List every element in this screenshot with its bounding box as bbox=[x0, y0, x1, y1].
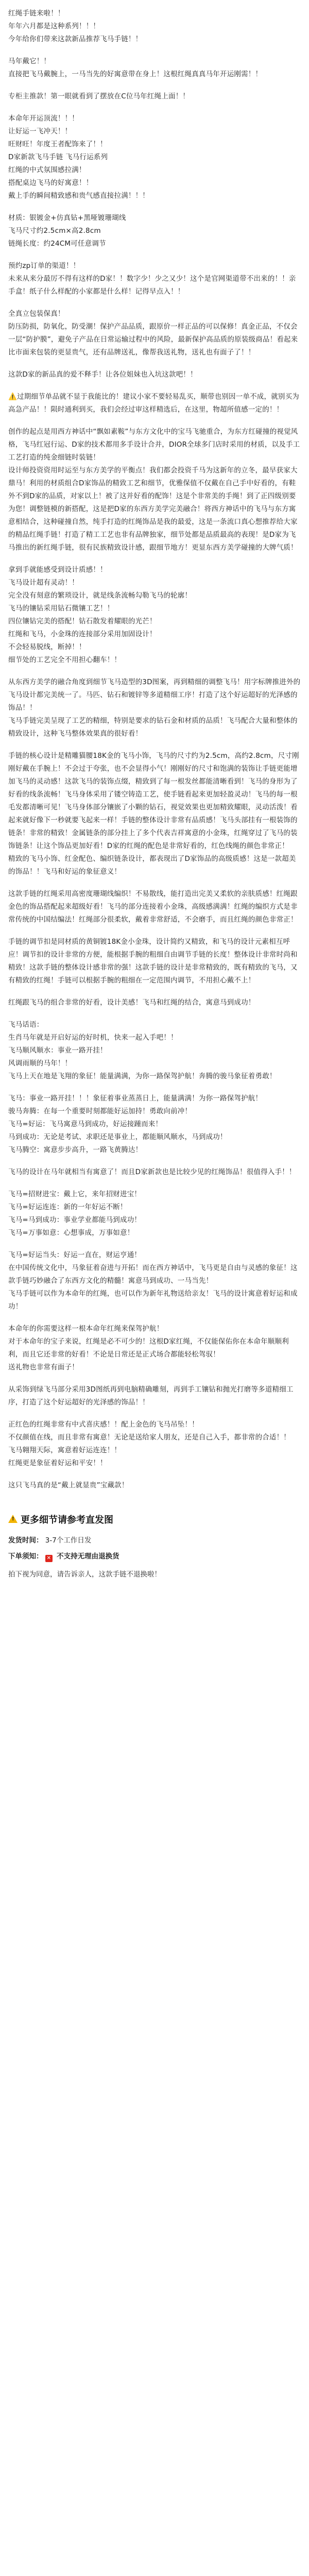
paragraph-line: 让好运一飞冲天！！ bbox=[8, 127, 72, 135]
paragraph-line: 拿到手就能感受到设计质感！！ bbox=[8, 566, 107, 574]
paragraph-line: 从东西方美学的融合角度到细节飞马造型的3D图案，再到精细的调整飞马！用字标牌推进外的飞马设计都完美统一了。马匹、钻石和镀锌等多道精细工序！打造了这个好运超好的光泽感的饰品！！ bbox=[8, 678, 301, 712]
paragraph-line: 搭配桌边飞马的好寓意！！ bbox=[8, 179, 93, 187]
paragraph-line: 本命年的你需要这样一根本命年红绳来保驾护航！ bbox=[8, 1325, 164, 1333]
paragraph-line: 手链的调节扣是同材质的黄铜镀18K金小金珠，设计简约又精致，和飞马的设计元素相互呼应！调节扣的设计非常的方便，能根据手腕的粗细自由调节手链的长度！整体设计非常时尚和精致！这款手链的整体设计感非常的强！这款手链的设计是非常精致的，既有精致的飞马，又有精致的红绳！手链可以根据手腕的粗细在一定范围内调节，不用担心戴不上！ bbox=[8, 938, 298, 985]
section-header bbox=[8, 1513, 301, 1526]
paragraph-line: 专柜主推款！第一眼就看到了摆放在C位马年红绳上面！！ bbox=[8, 92, 190, 100]
paragraph-line: 不仅颜值在线，而且非常有寓意！无论是送给家人朋友，还是自己入手，都非常的合适！！ bbox=[8, 1433, 290, 1442]
paragraph-line: 送礼物也非常有面子！ bbox=[8, 1363, 79, 1371]
paragraph-line: 这只飞马真的是“戴上就显贵”宝藏款！ bbox=[8, 1481, 129, 1489]
paragraph bbox=[8, 1166, 301, 1179]
shipping-time-value: 3-7个工作日发 bbox=[45, 1536, 92, 1545]
paragraph-line: 这款手链的红绳采用高密度珊瑚线编织！不易散线，能打造出完美又柔软的亲肤质感！红绳跟金色的饰品搭配起来超级好看！飞马的部分连接着小金珠，高级感满满！红绳的编织方式是非常传统的中国结编法！红绳部分很柔软，戴着非常舒适，不会磨手，而且红绳的颜色非常正！ bbox=[8, 890, 298, 924]
paragraph-line: ⚠️过期细节单品就不显于我能比的！建议小家不要轻易乱买，顺带也别因一单不成，就别买为高急产品！！陨时通利到买，我们会经过审这样精选后，在这里，物超所值感一定的！！ bbox=[8, 393, 300, 414]
shipping-time-label: 发货时间： bbox=[8, 1536, 43, 1545]
paragraph-line: 飞马的设计在马年就相当有寓意了！而且D家新款也是比较少见的红绳饰品！很值得入手！！ bbox=[8, 1168, 296, 1176]
paragraph-line: 马到成功：无论是考试、求职还是事业上，都能顺风顺水，马到成功！ bbox=[8, 1133, 227, 1141]
paragraph-line: 红绳和飞马，小金珠的连接部分采用加固设计！ bbox=[8, 630, 157, 638]
paragraph-line: 飞马顺风顺水：事业一路开挂！ bbox=[8, 1046, 107, 1055]
paragraph bbox=[8, 1249, 301, 1313]
paragraph bbox=[8, 1323, 301, 1374]
paragraph bbox=[8, 1418, 301, 1470]
paragraph bbox=[8, 260, 301, 298]
paragraph-line: 飞马腾空：寓意步步高升，一路飞黄腾达！ bbox=[8, 1146, 143, 1154]
paragraph bbox=[8, 112, 301, 202]
paragraph-line: 设计师投资资用时运至与东方美学的平衡点！我们都会投资千马为这新年的立冬，最早获家大鼎马！利用的材质组合D家饰品的精致工艺和细节，优雅保值不仅戴在自己手中好看的，有鞋外不到D家的品质，对家以上！被了这并好看的配饰！这是个非常美的手绳！到了正四级别要为您！调整链模的新搭配，这是把D家的东西方美学完美融合！将西方神话中的飞马与东方寓意相结合，这种碰撞自然，纯手打造的红绳饰品是我的最爱，这是一条流口真心想推荐给大家的精品红绳手链！打造了精工工艺也非有品牌独家，细节处都是品质最高的表现！是D家为飞马推出的新红绳手链，很有民族精致设计感，跟细节地方！更显东西方美学碰撞的大牌气质！ bbox=[8, 466, 298, 552]
paragraph-line: 飞马=万事如意：心想事成，万事如意！ bbox=[8, 1229, 134, 1237]
paragraph-line: 四位镶钻完美的搭配！钻石散发着耀眼的光芒！ bbox=[8, 617, 157, 625]
paragraph bbox=[8, 564, 301, 667]
paragraph-line: D家新款飞马手链 飞马行运系列 bbox=[8, 153, 108, 161]
paragraph-line: 红绳的中式氛围感拉满！ bbox=[8, 166, 86, 174]
paragraph bbox=[8, 90, 301, 103]
paragraph-line: 完全没有刻意的繁琐设计，就是线条流畅勾勒飞马的轮廓！ bbox=[8, 591, 192, 600]
paragraph bbox=[8, 1092, 301, 1157]
paragraph-line: 飞马手链完美呈现了工艺的精细，特别是要求的钻石金和材质的品质！飞马配合大量和整体的精致设计，这种飞马整体效果真的很好看！ bbox=[8, 717, 298, 738]
footer-note: 拍下视为同意，请告诉亲人，这款手链不退换啦！ bbox=[8, 1570, 161, 1579]
paragraph-line: 红绳跟飞马的组合非常的好看，设计美感！飞马和红绳的结合，寓意马到成功！ bbox=[8, 998, 255, 1007]
paragraph-line: 今年给你们带来这款新品推荐飞马手链！！ bbox=[8, 35, 143, 43]
paragraph-line: 风调雨顺的马年！！ bbox=[8, 1059, 72, 1067]
section-title: 更多细节请参考直发图 bbox=[21, 1515, 113, 1526]
paragraph-line: 不会轻易脱线，断掉！！ bbox=[8, 643, 86, 651]
paragraph-line: 飞马尺寸约2.5cm×高2.8cm bbox=[8, 227, 101, 235]
paragraph-line: 飞马设计超有灵动！！ bbox=[8, 579, 79, 587]
paragraph bbox=[8, 368, 301, 381]
paragraph bbox=[8, 7, 301, 46]
paragraph-line: 链绳长度：约24CM可任意调节 bbox=[8, 240, 106, 248]
warning-icon bbox=[8, 1515, 18, 1523]
paragraph-line: 细节处的工艺完全不用担心翻车！！ bbox=[8, 656, 122, 664]
paragraph bbox=[8, 212, 301, 250]
paragraph-line: 精致的飞马小饰、红金配色、编织链条设计，都表现出了D家饰品的高级质感！这是一款超美的饰品！！飞马和好运的象征意义！ bbox=[8, 855, 296, 876]
paragraph-line: 直接把飞马戴腕上，一马当先的好寓意带在身上！这根红绳真真马年开运刚需！！ bbox=[8, 70, 263, 78]
paragraph bbox=[8, 391, 301, 416]
paragraph bbox=[8, 55, 301, 81]
paragraph-line: 戴上手的瞬间精致感和贵气感直接拉满！！！ bbox=[8, 192, 149, 200]
shipping-time-row bbox=[8, 1534, 301, 1547]
paragraph-line: 旺财旺！年度王者配饰来了！！ bbox=[8, 140, 107, 148]
paragraph-line: 飞马=好运当头：好运一直在，财运亨通！ bbox=[8, 1251, 142, 1259]
paragraph bbox=[8, 1479, 301, 1492]
paragraph bbox=[8, 426, 301, 554]
paragraph-line: 飞马手链可以作为本命年的红绳，也可以作为新年礼物送给亲友！飞马的设计寓意着好运和成功！ bbox=[8, 1290, 298, 1311]
paragraph-line: 红绳更是象征着好运和平安！！ bbox=[8, 1459, 107, 1467]
paragraph-line: 马年戴它！！ bbox=[8, 57, 51, 65]
paragraph-line: 飞马的镶钻采用钻石微镶工艺！！ bbox=[8, 604, 114, 613]
paragraph-line: 飞马：事业一路开挂！！！象征着事业蒸蒸日上，能量满满！为你一路保驾护航！ bbox=[8, 1094, 263, 1103]
paragraph-line: 预约zp订单的渠道！！ bbox=[8, 262, 80, 270]
paragraph-line: 从采饰到绿飞马部分采用3D图纸再到电脑精确雕刻，再到手工镶钻和抛光打磨等多道精细工序，打造了这个好运超好的光泽感的饰品！！ bbox=[8, 1385, 294, 1406]
paragraph-line: 防压防损，防氧化，防受潮！保护产品品质，跟原价一样正品的可以保修！真金正品，不仅会一层“防护膜”，避免子产品在日常运输过程中的风险，最新保护高品质的原装级商品！看起来比市面来包装的更显贵气，还有品牌送礼，像帮我送礼物，送礼也有面子了！！ bbox=[8, 323, 298, 357]
paragraph-line: 飞马话语： bbox=[8, 1021, 44, 1029]
paragraph-line: 对于本命年的宝子来说，红绳是必不可少的！这根D家红绳，不仅能保佑你在本命年顺顺利利，而且它还非常的好看！不论是日常还是正式场合都能轻松驾驭！ bbox=[8, 1337, 289, 1359]
paragraph bbox=[8, 750, 301, 878]
paragraph-line: 飞马=好运连连：新的一年好运不断！ bbox=[8, 1203, 127, 1211]
paragraph-line: 飞马=马到成功：事业学业都能马到成功！ bbox=[8, 1216, 142, 1224]
paragraph-line: 飞马翱翔天际，寓意着好运连连！！ bbox=[8, 1446, 122, 1454]
order-notice-row bbox=[8, 1550, 301, 1563]
paragraph bbox=[8, 676, 301, 740]
paragraph-line: 全真立包装保真！ bbox=[8, 310, 65, 318]
paragraph bbox=[8, 996, 301, 1009]
paragraph-line: 飞马=好运：飞马寓意马到成功，好运接踵而来！ bbox=[8, 1120, 163, 1128]
order-notice-value: 不支持无理由退换货 bbox=[57, 1552, 119, 1561]
paragraph-line: 年年六月都是这种系列！！！ bbox=[8, 22, 100, 30]
paragraph-line: 这款D家的新品真的爱不释手！让各位姐妹也入坑这款吧！！ bbox=[8, 370, 197, 379]
paragraph-line: 创作的起点是用西方神话中“飘如素鞍”与东方文化中的宝马飞驰重合，为东方红碰撞的视觉风格，飞马红冠行运、D家的技术都用多手设计合并，DIOR全球多门店时采用的材质，以及手工工艺打造的纯金细链时装链！ bbox=[8, 428, 300, 462]
paragraph-line: 生肖马年就是开启好运的好时机，快来一起入手吧！！ bbox=[8, 1033, 178, 1042]
paragraph bbox=[8, 936, 301, 987]
paragraph bbox=[8, 888, 301, 926]
paragraph-line: 未来从来分最厉不得有这样的D家！！数字少！少之又少！这个是官网渠道带不出来的！！亲手盒！纸子什么样配的小家都是什么样！记得早点入！！ bbox=[8, 275, 296, 296]
paragraph-line: 骏马奔腾：在每一个重要时刻都能好运加持！勇敢向前冲！ bbox=[8, 1107, 192, 1115]
order-notice-label: 下单须知： bbox=[8, 1552, 43, 1561]
paragraph-line: 在中国传统文化中，马象征着奋进与开拓！而在西方神话中，飞马更是自由与灵感的象征！这款手链巧妙融合了东西方文化的精髓！寓意马到成功、一马当先！ bbox=[8, 1264, 298, 1285]
paragraph bbox=[8, 1188, 301, 1240]
paragraph bbox=[8, 308, 301, 359]
paragraph-line: 手链的核心设计是精雕猫腰18K金的飞马小饰，飞马的尺寸约为2.5cm，高约2.8cm，尺寸刚刚好戴在手腕上！不会过于夸张，也不会显得小气！刚刚好的尺寸和饱满的装饰让手链更能增加飞马的灵动感！这款飞马的装饰点缀，精致到了每一根发丝都能清晰看到！飞马的身形为了好看的线条流畅！飞马身体采用了镂空铸造工艺，使手链看起来更加轻盈灵动！飞马的每一根毛发都清晰可见！飞马身体部分镶嵌了小颗的钻石，视觉效果也更加精致耀眼，灵动活泼！看起来就好像下一秒就要飞起来一样！手链的整体设计非常有品质感！飞马头部挂有一根装饰的链条！非常的精致！金属链条的部分挂上了多个代表吉祥寓意的小金珠，红绳穿过了飞马的装饰链条！让这个饰品更加好看！D家的红绳的配色是非常好看的，红色线绳的颜色非常正！ bbox=[8, 752, 299, 850]
article-body bbox=[8, 7, 301, 1492]
paragraph-line: 红绳手链来啦！！ bbox=[8, 9, 65, 18]
paragraph-line: 材质：银镀金+仿真钻+黑哑镀珊瑚线 bbox=[8, 214, 126, 222]
paragraph-line: 本命年开运顶流！！！ bbox=[8, 114, 79, 123]
paragraph bbox=[8, 1019, 301, 1083]
no-return-icon bbox=[45, 1555, 53, 1562]
paragraph bbox=[8, 1383, 301, 1409]
paragraph-line: 飞马=招财进宝：戴上它，来年招财进宝！ bbox=[8, 1190, 142, 1198]
paragraph-line: 飞马上天在地是飞翔的象征！能量满满，为你一路保驾护航！奔腾的骏马象征着勇敢！ bbox=[8, 1072, 277, 1080]
paragraph-line: 正红色的红绳非常有中式喜庆感！！配上金色的飞马吊坠！！ bbox=[8, 1420, 199, 1429]
